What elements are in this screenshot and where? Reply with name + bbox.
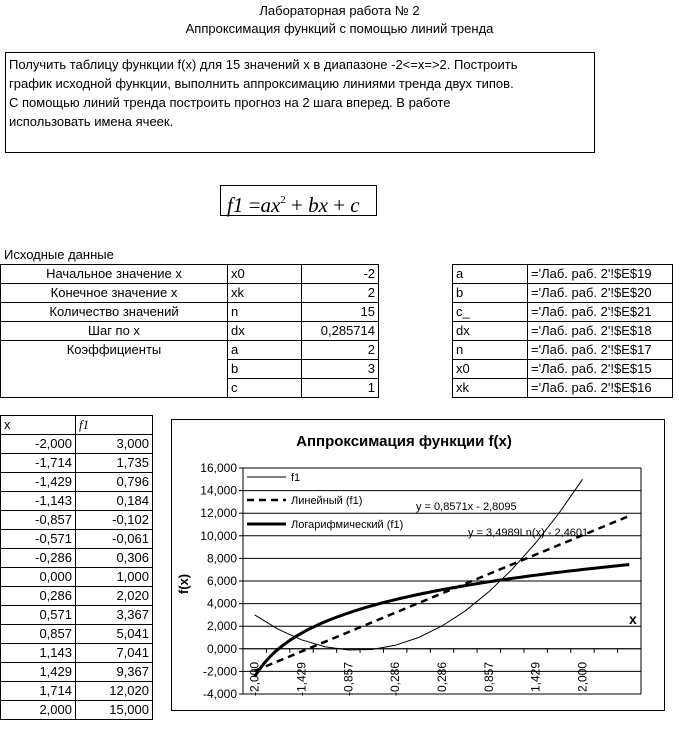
ref-cell[interactable]: ='Лаб. раб. 2'!$E$16 bbox=[528, 379, 673, 398]
x-tick-label: -0,857 bbox=[341, 662, 356, 697]
task-line: С помощью линий тренда построить прогноз на 2 шага вперед. В работе bbox=[9, 95, 451, 110]
formula-plus: + bbox=[333, 193, 346, 217]
x-value-cell[interactable]: -2,000 bbox=[1, 435, 76, 454]
chart-area[interactable] bbox=[171, 419, 665, 711]
table-row bbox=[1, 606, 153, 625]
x-tick-label: -2,000 bbox=[247, 662, 262, 697]
y-axis-label: f(x) bbox=[176, 573, 191, 595]
y-tick-label: 14,000 bbox=[200, 483, 237, 498]
x-tick-label: -0,286 bbox=[388, 662, 403, 697]
x-value-cell[interactable]: -0,857 bbox=[1, 511, 76, 530]
y-tick-label: -4,000 bbox=[202, 687, 237, 701]
column-header-f1[interactable]: f1 bbox=[76, 416, 153, 435]
table-row bbox=[1, 625, 153, 644]
param-name[interactable]: dx bbox=[228, 322, 302, 341]
coef-value[interactable]: 3 bbox=[302, 360, 379, 379]
f1-value-cell[interactable]: 1,735 bbox=[76, 454, 153, 473]
ref-cell[interactable]: ='Лаб. раб. 2'!$E$15 bbox=[528, 360, 673, 379]
table-row bbox=[1, 568, 153, 587]
ref-cell[interactable]: ='Лаб. раб. 2'!$E$18 bbox=[528, 322, 673, 341]
coef-value[interactable]: 2 bbox=[302, 341, 379, 360]
table-row bbox=[1, 322, 379, 341]
task-description[interactable] bbox=[5, 52, 595, 153]
formula-term-c: c bbox=[350, 193, 360, 217]
table-row bbox=[1, 284, 379, 303]
values-table bbox=[0, 415, 153, 720]
chart-title: Аппроксимация функции f(x) bbox=[296, 433, 512, 450]
f1-value-cell[interactable]: 15,000 bbox=[76, 701, 153, 720]
table-row bbox=[453, 341, 673, 360]
table-row bbox=[453, 303, 673, 322]
y-tick-label: 6,000 bbox=[206, 574, 237, 588]
log-trend-equation: y = 3,4989Ln(x) - 2,4601 bbox=[468, 527, 589, 539]
f1-value-cell[interactable]: -0,061 bbox=[76, 530, 153, 549]
param-name[interactable]: xk bbox=[228, 284, 302, 303]
param-label[interactable]: Количество значений bbox=[1, 303, 228, 322]
formula-box[interactable] bbox=[220, 185, 377, 216]
y-tick-label: 12,000 bbox=[200, 506, 237, 521]
x-value-cell[interactable]: 0,286 bbox=[1, 587, 76, 606]
coef-name[interactable]: a bbox=[228, 341, 302, 360]
linear-trend-equation: y = 0,8571x - 2,8095 bbox=[416, 501, 517, 513]
x-value-cell[interactable]: -0,286 bbox=[1, 549, 76, 568]
f1-value-cell[interactable]: 3,367 bbox=[76, 606, 153, 625]
x-value-cell[interactable]: 0,571 bbox=[1, 606, 76, 625]
f1-value-cell[interactable]: 9,367 bbox=[76, 663, 153, 682]
linear-trend-line bbox=[255, 516, 630, 671]
source-data-table bbox=[0, 264, 379, 398]
table-row bbox=[1, 644, 153, 663]
y-tick-label: 2,000 bbox=[206, 619, 237, 634]
coef-name[interactable]: b bbox=[228, 360, 302, 379]
legend-label-f1: f1 bbox=[291, 472, 301, 484]
f1-value-cell[interactable]: 0,184 bbox=[76, 492, 153, 511]
table-row bbox=[1, 492, 153, 511]
table-row bbox=[1, 701, 153, 720]
param-label[interactable]: Шаг по x bbox=[1, 322, 228, 341]
name-cell[interactable]: dx bbox=[453, 322, 528, 341]
table-row bbox=[453, 265, 673, 284]
y-tick-label: 8,000 bbox=[206, 551, 237, 566]
table-row bbox=[453, 379, 673, 398]
formula-plus: + bbox=[291, 193, 303, 217]
table-row bbox=[1, 265, 379, 284]
x-value-cell[interactable]: 1,143 bbox=[1, 644, 76, 663]
formula-term-ax: ax bbox=[260, 193, 281, 217]
ref-cell[interactable]: ='Лаб. раб. 2'!$E$20 bbox=[528, 284, 673, 303]
formula-lhs: f1 bbox=[227, 193, 244, 217]
y-tick-label: 4,000 bbox=[206, 596, 237, 611]
table-row bbox=[1, 549, 153, 568]
legend-label-log: Логарифмический (f1) bbox=[291, 519, 404, 531]
name-cell[interactable]: c_ bbox=[453, 303, 528, 322]
x-tick-label: 2,000 bbox=[575, 662, 590, 693]
param-label[interactable]: Конечное значение x bbox=[1, 284, 228, 303]
formula-power: 2 bbox=[280, 194, 286, 206]
coefficients-label[interactable]: Коэффициенты bbox=[1, 341, 228, 398]
table-row bbox=[1, 663, 153, 682]
x-value-cell[interactable]: -1,143 bbox=[1, 492, 76, 511]
source-data-title: Исходные данные bbox=[4, 247, 114, 262]
formula-term-bx: bx bbox=[308, 193, 328, 217]
table-row bbox=[1, 303, 379, 322]
table-row bbox=[1, 473, 153, 492]
x-value-cell[interactable]: -1,714 bbox=[1, 454, 76, 473]
task-line: использовать имена ячеек. bbox=[9, 114, 174, 129]
param-value[interactable]: -2 bbox=[302, 265, 379, 284]
table-header-row bbox=[1, 416, 153, 435]
param-label[interactable]: Начальное значение x bbox=[1, 265, 228, 284]
x-axis-label: x bbox=[629, 611, 637, 627]
name-cell[interactable]: b bbox=[453, 284, 528, 303]
name-cell[interactable]: x0 bbox=[453, 360, 528, 379]
f1-value-cell[interactable]: -0,102 bbox=[76, 511, 153, 530]
param-value[interactable]: 15 bbox=[302, 303, 379, 322]
x-value-cell[interactable]: -0,571 bbox=[1, 530, 76, 549]
coef-name[interactable]: c bbox=[228, 379, 302, 398]
x-tick-label: 0,857 bbox=[481, 662, 496, 693]
table-row bbox=[1, 587, 153, 606]
f1-value-cell[interactable]: 12,020 bbox=[76, 682, 153, 701]
table-row bbox=[1, 341, 379, 360]
param-name[interactable]: x0 bbox=[228, 265, 302, 284]
column-header-x[interactable]: x bbox=[1, 416, 76, 435]
f1-value-cell[interactable]: 2,020 bbox=[76, 587, 153, 606]
f1-value-cell[interactable]: 0,306 bbox=[76, 549, 153, 568]
y-tick-label: 10,000 bbox=[200, 528, 237, 543]
f1-value-cell[interactable]: 7,041 bbox=[76, 644, 153, 663]
y-tick-label: 16,000 bbox=[200, 461, 237, 475]
lab-subtitle: Аппроксимация функций с помощью линий тренда bbox=[185, 21, 494, 36]
x-value-cell[interactable]: 0,000 bbox=[1, 568, 76, 587]
f1-value-cell[interactable]: 1,000 bbox=[76, 568, 153, 587]
x-value-cell[interactable]: 0,857 bbox=[1, 625, 76, 644]
param-value[interactable]: 0,285714 bbox=[302, 322, 379, 341]
name-cell[interactable]: n bbox=[453, 341, 528, 360]
y-tick-label: 0,000 bbox=[206, 641, 237, 656]
legend-label-linear: Линейный (f1) bbox=[291, 495, 363, 507]
x-value-cell[interactable]: 1,429 bbox=[1, 663, 76, 682]
formula-eq: = bbox=[248, 193, 261, 217]
x-tick-label: 0,286 bbox=[435, 662, 449, 693]
table-row bbox=[1, 435, 153, 454]
f1-value-cell[interactable]: 0,796 bbox=[76, 473, 153, 492]
table-row bbox=[453, 360, 673, 379]
y-tick-label: -2,000 bbox=[202, 664, 237, 679]
table-row bbox=[1, 454, 153, 473]
table-row bbox=[1, 682, 153, 701]
table-row bbox=[1, 530, 153, 549]
table-row bbox=[453, 322, 673, 341]
ref-cell[interactable]: ='Лаб. раб. 2'!$E$19 bbox=[528, 265, 673, 284]
names-table bbox=[452, 264, 673, 398]
ref-cell[interactable]: ='Лаб. раб. 2'!$E$17 bbox=[528, 341, 673, 360]
task-line: Получить таблицу функции f(x) для 15 значений x в диапазоне -2<=x=>2. Построить bbox=[9, 57, 518, 72]
ref-cell[interactable]: ='Лаб. раб. 2'!$E$21 bbox=[528, 303, 673, 322]
f1-value-cell[interactable]: 5,041 bbox=[76, 625, 153, 644]
f1-value-cell[interactable]: 3,000 bbox=[76, 435, 153, 454]
table-row bbox=[453, 284, 673, 303]
name-cell[interactable]: a bbox=[453, 265, 528, 284]
table-row bbox=[1, 511, 153, 530]
x-value-cell[interactable]: -1,429 bbox=[1, 473, 76, 492]
x-tick-label: 1,429 bbox=[528, 662, 543, 693]
param-value[interactable]: 2 bbox=[302, 284, 379, 303]
approximation-chart bbox=[172, 420, 664, 710]
param-name[interactable]: n bbox=[228, 303, 302, 322]
coef-value[interactable]: 1 bbox=[302, 379, 379, 398]
name-cell[interactable]: xk bbox=[453, 379, 528, 398]
x-tick-label: -1,429 bbox=[294, 662, 309, 697]
lab-title: Лабораторная работа № 2 bbox=[259, 3, 420, 18]
task-line: график исходной функции, выполнить аппроксимацию линиями тренда двух типов. bbox=[9, 76, 514, 91]
x-value-cell[interactable]: 2,000 bbox=[1, 701, 76, 720]
x-value-cell[interactable]: 1,714 bbox=[1, 682, 76, 701]
